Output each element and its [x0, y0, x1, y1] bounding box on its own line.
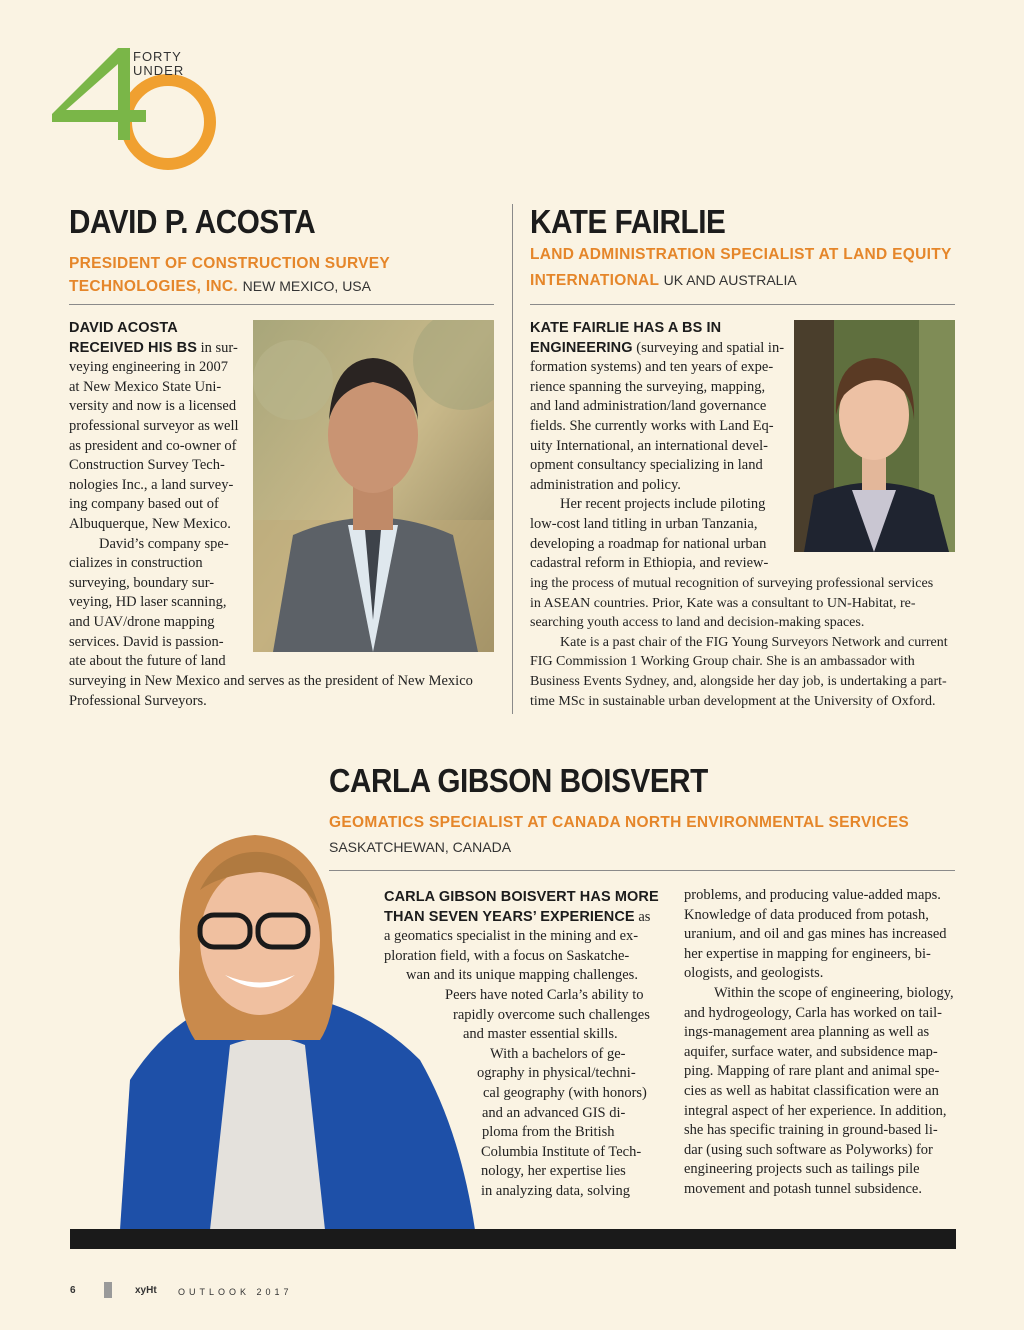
bio-line: surveying, boundary sur- — [69, 574, 215, 591]
bio-line: Her recent projects include piloting — [560, 496, 766, 513]
bio-line: rience spanning the surveying, mapping, — [530, 378, 766, 395]
bio-line: formation systems) and ten years of expe- — [530, 359, 774, 376]
acosta-lead-1: DAVID ACOSTA — [69, 320, 178, 336]
bio-line: ploration field, with a focus on Saskatche- — [384, 947, 630, 964]
bio-line: aquifer, surface water, and subsidence map- — [684, 1043, 938, 1060]
acosta-lead-2: RECEIVED HIS BS — [69, 339, 197, 356]
fairlie-lead-1: KATE FAIRLIE HAS A BS IN — [530, 320, 722, 336]
bio-line: ography in physical/techni- — [477, 1065, 636, 1082]
bio-line: With a bachelors of ge- — [490, 1045, 626, 1062]
boisvert-location: SASKATCHEWAN, CANADA — [329, 839, 512, 855]
bio-line: in ASEAN countries. Prior, Kate was a consultant to UN-Habitat, re- — [530, 595, 916, 611]
bio-line: and master essential skills. — [463, 1026, 618, 1043]
bio-line: Construction Survey Tech- — [69, 457, 225, 474]
fairlie-name: KATE FAIRLIE — [530, 203, 726, 240]
bio-line: cies as well as habitat classification were an — [684, 1082, 939, 1099]
bio-line: dar (using such software as Polyworks) for — [684, 1141, 933, 1158]
bio-line: she has specific training in ground-based li- — [684, 1122, 938, 1139]
bio-line: uity International, an international devel- — [530, 437, 768, 454]
bio-line: Albuquerque, New Mexico. — [69, 515, 231, 532]
bio-line: ologists, and geologists. — [684, 965, 824, 982]
bio-line: and an advanced GIS di- — [482, 1104, 626, 1121]
fairlie-title — [530, 244, 960, 292]
fairlie-rule — [530, 304, 955, 305]
bio-line: Columbia Institute of Tech- — [481, 1143, 642, 1160]
bio-line: ate about the future of land — [69, 653, 226, 670]
boisvert-name: CARLA GIBSON BOISVERT — [329, 762, 708, 799]
bio-line: time MSc in sustainable urban development at the University of Oxford. — [530, 693, 936, 709]
bio-line: ings-management area planning as well as — [684, 1024, 930, 1041]
bio-line: and hydrogeology, Carla has worked on tail- — [684, 1004, 942, 1021]
bio-line: and land administration/land governance — [530, 398, 767, 415]
bio-line: cializes in construction — [69, 555, 203, 572]
acosta-bio-wide — [69, 672, 499, 711]
footer-brand: xyHt — [135, 1285, 157, 1296]
boisvert-lead-1: CARLA GIBSON BOISVERT HAS MORE — [384, 889, 659, 905]
bio-line: wan and its unique mapping challenges. — [406, 967, 638, 984]
bio-line: veying engineering in 2007 — [69, 359, 229, 376]
boisvert-title: GEOMATICS SPECIALIST AT CANADA NORTH ENVIRONMENTAL SERVICES — [329, 814, 910, 831]
page-number: 6 — [70, 1285, 76, 1296]
bio-line: her expertise in mapping for engineers, bi- — [684, 945, 931, 962]
bio-line: Kate is a past chair of the FIG Young Surveyors Network and current — [560, 634, 948, 650]
bio-line: ping. Mapping of rare plant and animal spe- — [684, 1063, 940, 1080]
bio-line: professional surveyor as well — [69, 417, 239, 434]
bio-line: low-cost land titling in urban Tanzania, — [530, 515, 758, 532]
bio-line: as — [638, 908, 651, 925]
acosta-photo — [253, 320, 494, 652]
logo-forty: FORTY — [133, 49, 182, 64]
bio-line: movement and potash tunnel subsidence. — [684, 1180, 922, 1197]
bio-line: as president and co-owner of — [69, 437, 237, 454]
bio-line: cadastral reform in Ethiopia, and review- — [530, 555, 769, 572]
acosta-location: NEW MEXICO, USA — [242, 278, 371, 294]
bio-line: nology, her expertise lies — [481, 1163, 626, 1180]
bio-line: services. David is passion- — [69, 633, 224, 650]
acosta-title-line2: TECHNOLOGIES, INC. — [69, 278, 239, 295]
bio-line: rapidly overcome such challenges — [453, 1006, 650, 1023]
bio-line: integral aspect of her experience. In addition, — [684, 1102, 947, 1119]
bio-line: versity and now is a licensed — [69, 398, 237, 415]
bio-line: at New Mexico State Uni- — [69, 378, 222, 395]
bottom-bar — [70, 1229, 956, 1249]
bio-line: FIG Commission 1 Working Group chair. She is an ambassador with — [530, 654, 915, 670]
fairlie-location: UK AND AUSTRALIA — [663, 272, 797, 288]
boisvert-bio-col2 — [684, 886, 959, 1200]
bio-line: nologies Inc., a land survey- — [69, 476, 234, 493]
bio-line: opment consultancy specializing in land — [530, 457, 763, 474]
fairlie-photo — [794, 320, 955, 552]
bio-line: fields. She currently works with Land Eq- — [530, 417, 774, 434]
bio-line: and UAV/drone mapping — [69, 613, 215, 630]
forty-under-40-logo — [50, 44, 220, 174]
column-divider — [512, 204, 513, 714]
bio-line: developing a roadmap for national urban — [530, 535, 767, 552]
bio-line: ing the process of mutual recognition of surveying professional services — [530, 576, 934, 591]
footer-marker — [104, 1282, 112, 1298]
bio-line: in analyzing data, solving — [481, 1182, 630, 1199]
acosta-name: DAVID P. ACOSTA — [69, 203, 316, 240]
boisvert-lead-2: THAN SEVEN YEARS’ EXPERIENCE — [384, 908, 635, 925]
bio-line: uranium, and oil and gas mines has increased — [684, 926, 947, 943]
bio-line: engineering projects such as tailings pile — [684, 1161, 920, 1178]
bio-line: Peers have noted Carla’s ability to — [445, 986, 644, 1003]
fairlie-title-line1: LAND ADMINISTRATION SPECIALIST AT LAND EQUITY — [530, 246, 952, 263]
bio-line: surveying in New Mexico and serves as the president of New Mexico — [69, 673, 473, 689]
bio-line: problems, and producing value-added maps. — [684, 887, 941, 903]
footer-issue: OUTLOOK 2017 — [178, 1287, 293, 1297]
bio-line: a geomatics specialist in the mining and ex- — [384, 928, 639, 945]
bio-line: (surveying and spatial in- — [636, 339, 785, 356]
fairlie-bio-narrow — [530, 319, 790, 574]
bio-line: Within the scope of engineering, biology, — [714, 984, 954, 1001]
bio-line: searching youth access to land and decision-making spaces. — [530, 615, 865, 631]
acosta-title-line1: PRESIDENT OF CONSTRUCTION SURVEY — [69, 255, 391, 272]
bio-line: Business Events Sydney, and, alongside her day job, is undertaking a part- — [530, 673, 947, 689]
bio-line: David’s company spe- — [99, 535, 229, 552]
bio-line: ing company based out of — [69, 496, 219, 513]
acosta-title — [69, 253, 390, 298]
fairlie-lead-2: ENGINEERING — [530, 339, 633, 356]
logo-under: UNDER — [133, 63, 185, 78]
bio-line: administration and policy. — [530, 476, 681, 493]
bio-line: Professional Surveyors. — [69, 692, 207, 709]
bio-line: veying, HD laser scanning, — [69, 594, 227, 611]
acosta-bio-narrow — [69, 319, 249, 672]
bio-line: Knowledge of data produced from potash, — [684, 906, 929, 923]
bio-line: in sur- — [200, 339, 238, 356]
boisvert-bio-col1 — [384, 888, 659, 1202]
bio-line: ploma from the British — [482, 1124, 615, 1141]
fairlie-title-line2: INTERNATIONAL — [530, 272, 660, 289]
acosta-rule — [69, 304, 494, 305]
fairlie-bio-wide — [530, 574, 960, 711]
bio-line: cal geography (with honors) — [483, 1084, 647, 1101]
